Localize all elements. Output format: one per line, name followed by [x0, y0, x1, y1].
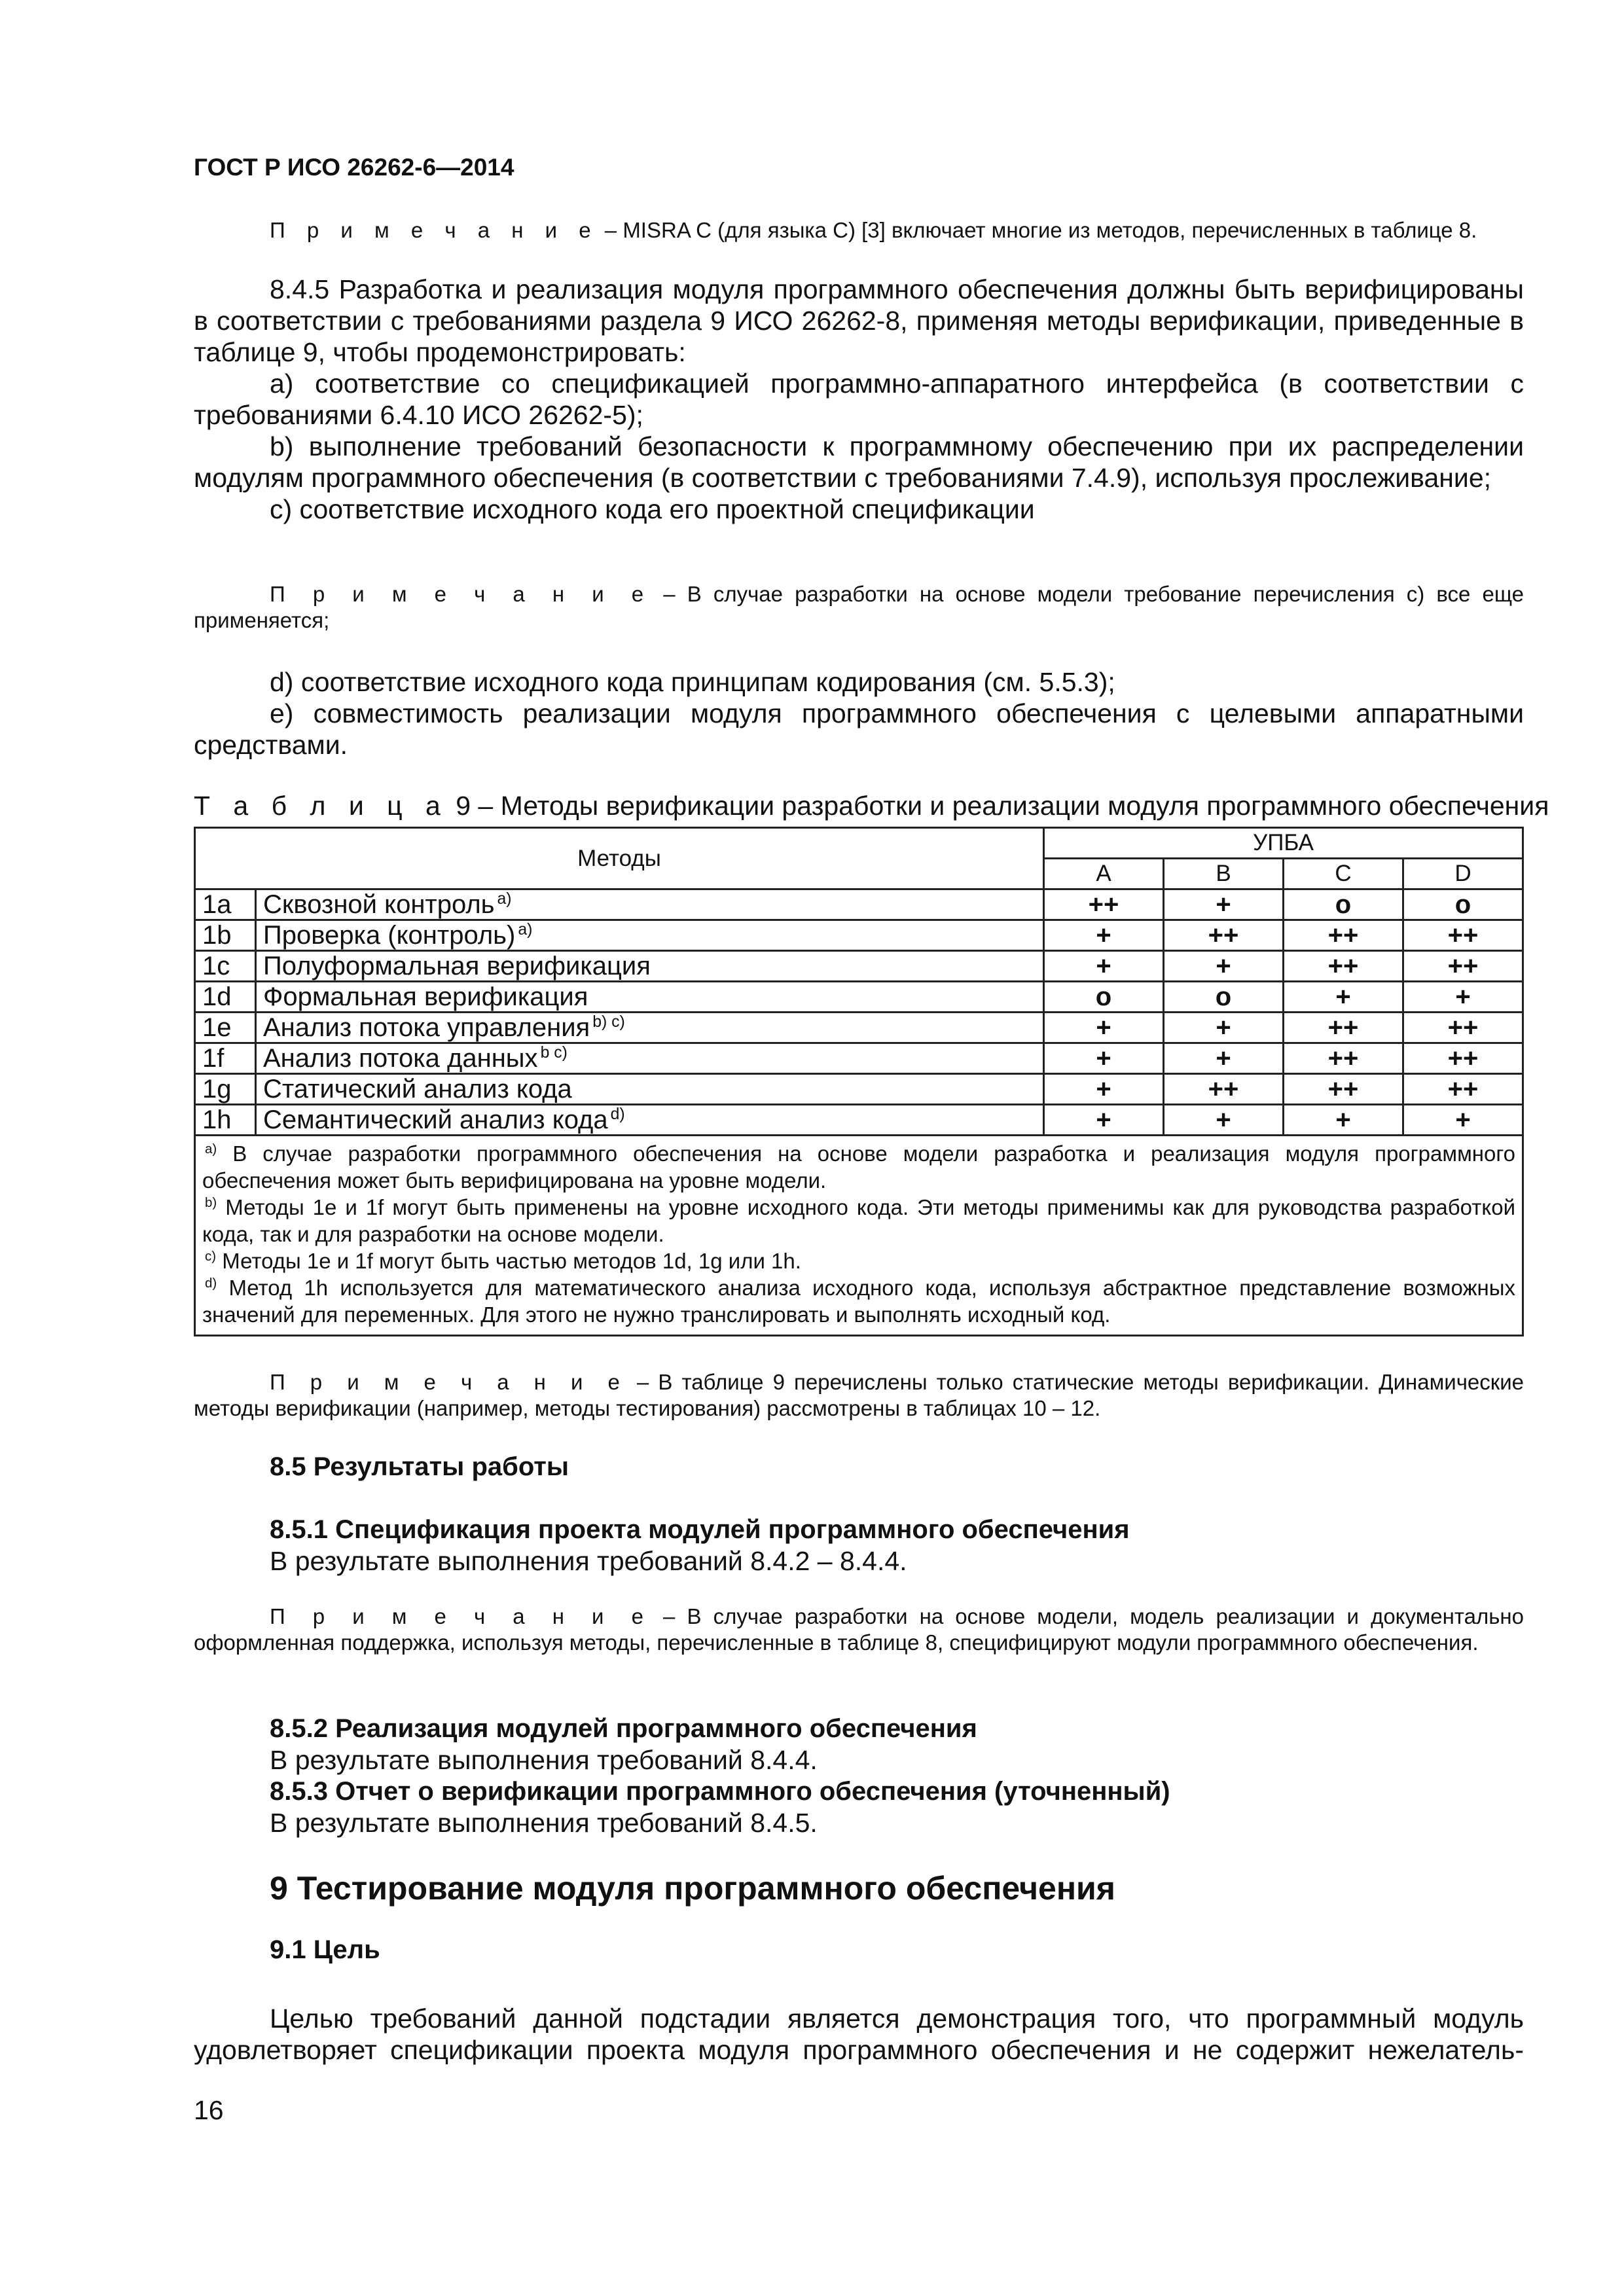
clause-8-4-5: [194, 274, 1524, 525]
page-number: 16: [194, 2095, 224, 2125]
recommendation-a: +: [1044, 1105, 1164, 1136]
table-footnotes: [195, 1136, 1523, 1336]
method-name-cell: [256, 1043, 1044, 1074]
list-item-c: c) соответствие исходного кода его проектной спецификации: [270, 494, 1035, 524]
recommendation-b: ++: [1164, 920, 1284, 951]
footnote-b: $^{b)}$ Методы 1e и 1f могут быть применены на уровне исходного кода. Эти методы применимы как для руководства разработкой кода, так и для разработки на основе модели.: [202, 1195, 1516, 1246]
recommendation-d: ++: [1403, 1074, 1523, 1105]
list-item-e: e) совместимость реализации модуля программного обеспечения с целевыми аппаратными средствами.: [194, 698, 1524, 760]
section-8-5-1-text: В результате выполнения требований 8.4.2 – 8.4.4.: [270, 1546, 907, 1576]
recommendation-c: ++: [1284, 920, 1403, 951]
recommendation-a: ++: [1044, 889, 1164, 920]
recommendation-d: +: [1403, 1105, 1523, 1136]
recommendation-c: o: [1284, 889, 1403, 920]
clause-8-4-5-intro: 8.4.5 Разработка и реализация модуля программного обеспечения должны быть верифицированы в соответствии с требованиями раздела 9 ИСО 26262-8, применяя методы верификации, приведенные в таблице 9, чтобы продемонстрировать:: [194, 274, 1524, 367]
note-text: – В случае разработки на основе модели, модель реализации и документально оформленная поддержка, используя методы, перечисленные в таблице 8, специфицируют модули программного обеспечения.: [194, 1604, 1524, 1655]
method-name-cell: [256, 889, 1044, 920]
table-row: [195, 951, 1523, 982]
method-footnote-ref: a): [497, 889, 512, 908]
recommendation-b: +: [1164, 1105, 1284, 1136]
table-row: [195, 1013, 1523, 1043]
section-9-1-text: Целью требований данной подстадии является демонстрация того, что программный модуль удовлетворяет спецификации проекта модуля программного обеспечения и не содержит нежелатель-: [194, 2003, 1524, 2065]
section-8-5-2-heading: 8.5.2 Реализация модулей программного обеспечения: [270, 1714, 977, 1743]
method-name-cell: [256, 1013, 1044, 1043]
method-name: Сквозной контроль: [263, 890, 495, 919]
note-label: П р и м е ч а н и е: [270, 218, 599, 242]
section-9-1-heading: 9.1 Цель: [270, 1935, 380, 1964]
method-code: 1e: [195, 1013, 256, 1043]
recommendation-b: +: [1164, 889, 1284, 920]
method-code: 1f: [195, 1043, 256, 1074]
table-caption-text: 9 – Методы верификации разработки и реализации модуля программного обеспечения: [456, 791, 1549, 821]
table-row: [195, 1105, 1523, 1136]
method-name: Статический анализ кода: [263, 1075, 572, 1103]
note-static-methods: [194, 1369, 1524, 1422]
recommendation-d: ++: [1403, 951, 1523, 982]
section-8-5-2-text: В результате выполнения требований 8.4.4.: [270, 1745, 818, 1775]
method-footnote-ref: b c): [540, 1043, 568, 1062]
note-text: – В случае разработки на основе модели требование перечисления c) все еще применяется;: [194, 582, 1525, 632]
method-footnote-ref: a): [518, 920, 533, 939]
table-footnotes-row: [195, 1136, 1523, 1336]
method-footnote-ref: d): [610, 1105, 625, 1123]
method-code: 1g: [195, 1074, 256, 1105]
footnote-c: $^{c)}$ Методы 1e и 1f могут быть частью методов 1d, 1g или 1h.: [205, 1249, 801, 1273]
method-name: Проверка (контроль): [263, 921, 516, 950]
recommendation-d: o: [1403, 889, 1523, 920]
note-model-implementation: [194, 1604, 1524, 1656]
section-8-5-1-heading: 8.5.1 Спецификация проекта модулей программного обеспечения: [270, 1515, 1130, 1544]
method-name-cell: [256, 982, 1044, 1013]
table-row: [195, 889, 1523, 920]
method-name: Анализ потока данных: [263, 1044, 538, 1073]
level-d: D: [1403, 859, 1523, 889]
method-name: Семантический анализ кода: [263, 1105, 608, 1134]
method-name-cell: [256, 920, 1044, 951]
recommendation-b: +: [1164, 1013, 1284, 1043]
list-item-b: b) выполнение требований безопасности к программному обеспечению при их распределении модулям программного обеспечения (в соответствии с требованиями 7.4.9), используя прослеживание;: [194, 431, 1524, 493]
note-model-based: [194, 581, 1524, 634]
table-caption-label: Т а б л и ц а: [194, 791, 448, 821]
level-c: C: [1284, 859, 1403, 889]
table-row: [195, 920, 1523, 951]
recommendation-b: o: [1164, 982, 1284, 1013]
recommendation-c: +: [1284, 982, 1403, 1013]
recommendation-c: ++: [1284, 1013, 1403, 1043]
note-text: – В таблице 9 перечислены только статические методы верификации. Динамические методы верификации (например, методы тестирования) рассмотрены в таблицах 10 – 12.: [194, 1370, 1525, 1420]
header-upba: УПБА: [1044, 828, 1523, 859]
recommendation-d: ++: [1403, 920, 1523, 951]
recommendation-c: ++: [1284, 951, 1403, 982]
section-8-5-3-heading: 8.5.3 Отчет о верификации программного обеспечения (уточненный): [270, 1777, 1170, 1806]
table-9-verification-methods: [194, 827, 1524, 1336]
method-code: 1b: [195, 920, 256, 951]
list-item-a: a) соответствие со спецификацией программно-аппаратного интерфейса (в соответствии с требованиями 6.4.10 ИСО 26262-5);: [194, 368, 1524, 430]
method-code: 1h: [195, 1105, 256, 1136]
recommendation-a: +: [1044, 920, 1164, 951]
recommendation-d: +: [1403, 982, 1523, 1013]
recommendation-a: o: [1044, 982, 1164, 1013]
document-standard-header: ГОСТ Р ИСО 26262-6—2014: [194, 154, 514, 181]
note-label: П р и м е ч а н и е: [270, 582, 652, 606]
table-row: [195, 1043, 1523, 1074]
level-a: A: [1044, 859, 1164, 889]
recommendation-b: ++: [1164, 1074, 1284, 1105]
recommendation-c: ++: [1284, 1074, 1403, 1105]
clause-8-4-5-continued: [194, 666, 1524, 761]
recommendation-c: +: [1284, 1105, 1403, 1136]
section-8-5-heading: 8.5 Результаты работы: [270, 1452, 569, 1481]
recommendation-a: +: [1044, 1043, 1164, 1074]
method-footnote-ref: b) c): [592, 1013, 625, 1031]
recommendation-a: +: [1044, 1074, 1164, 1105]
footnote-a: $^{a)}$ В случае разработки программного обеспечения на основе модели разработка и реализация модуля программного обеспечения может быть верифицирована на уровне модели.: [202, 1141, 1516, 1193]
recommendation-d: ++: [1403, 1043, 1523, 1074]
note-text: – MISRA C (для языка C) [3] включает многие из методов, перечисленных в таблице 8.: [604, 218, 1477, 242]
method-code: 1d: [195, 982, 256, 1013]
method-name-cell: [256, 1074, 1044, 1105]
note-label: П р и м е ч а н и е: [270, 1604, 651, 1628]
recommendation-b: +: [1164, 951, 1284, 982]
method-name: Формальная верификация: [263, 982, 588, 1011]
method-code: 1a: [195, 889, 256, 920]
recommendation-b: +: [1164, 1043, 1284, 1074]
recommendation-c: ++: [1284, 1043, 1403, 1074]
method-name: Полуформальная верификация: [263, 952, 651, 980]
table-row: [195, 1074, 1523, 1105]
note-label: П р и м е ч а н и е: [270, 1370, 628, 1394]
method-code: 1c: [195, 951, 256, 982]
note-misra: [194, 217, 1524, 243]
recommendation-d: ++: [1403, 1013, 1523, 1043]
list-item-d: d) соответствие исходного кода принципам кодирования (см. 5.5.3);: [270, 667, 1115, 697]
section-9-heading: 9 Тестирование модуля программного обеспечения: [270, 1870, 1115, 1907]
recommendation-a: +: [1044, 951, 1164, 982]
method-name-cell: [256, 1105, 1044, 1136]
footnote-d: $^{d)}$ Метод 1h используется для математического анализа исходного кода, используя абстрактное представление возможных значений для переменных. Для этого не нужно транслировать и выполнять исходный код.: [202, 1276, 1515, 1327]
table-header-row: [195, 828, 1523, 859]
recommendation-a: +: [1044, 1013, 1164, 1043]
section-8-5-3-text: В результате выполнения требований 8.4.5.: [270, 1808, 818, 1838]
header-methods: Методы: [195, 828, 1044, 889]
level-b: B: [1164, 859, 1284, 889]
table-9-caption: [194, 790, 1549, 821]
table-row: [195, 982, 1523, 1013]
method-name-cell: [256, 951, 1044, 982]
method-name: Анализ потока управления: [263, 1013, 590, 1042]
